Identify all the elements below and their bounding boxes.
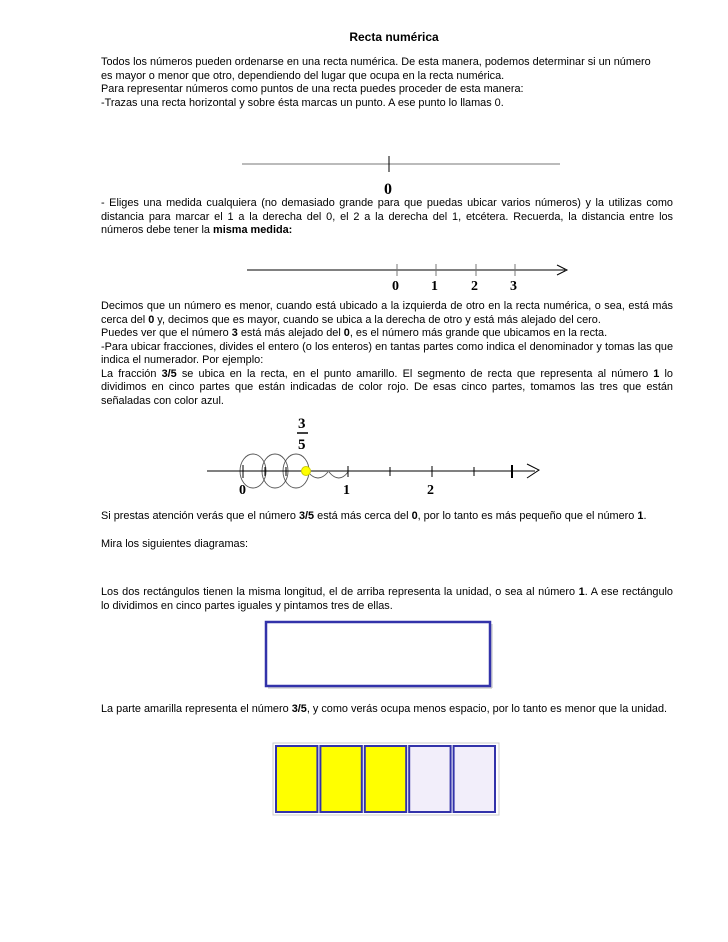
yellow-text-b: 3/5 bbox=[291, 703, 307, 715]
fraction-numerator: 3 bbox=[298, 416, 306, 432]
label-1: 1 bbox=[431, 279, 438, 294]
fraction-bar-parts bbox=[276, 746, 495, 812]
yellow-paragraph bbox=[101, 703, 673, 717]
step2-paragraph bbox=[101, 197, 673, 238]
page-title: Recta numérica bbox=[349, 30, 439, 44]
intro-line-4: -Trazas una recta horizontal y sobre ésta marcas un punto. A ese punto lo llamas 0. bbox=[101, 96, 504, 109]
intro-line-2: es mayor o menor que otro, dependiendo del lugar que ocupa en la recta numérica. bbox=[101, 69, 505, 82]
rects-text-b: 1 bbox=[578, 586, 585, 598]
label-2: 2 bbox=[427, 483, 434, 498]
fraction-bar-figure bbox=[272, 742, 502, 817]
filled-part bbox=[276, 746, 317, 812]
yellow-text-c: , y como verás ocupa menos espacio, por lo tanto es menor que la unidad. bbox=[306, 703, 668, 715]
yellow-point bbox=[302, 467, 311, 476]
label-1: 1 bbox=[343, 483, 350, 498]
diagrams-intro: Mira los siguientes diagramas: bbox=[101, 538, 249, 550]
explain-p2-b: 3 bbox=[231, 327, 238, 339]
filled-part bbox=[365, 746, 406, 812]
explain-p1-b: 0 bbox=[148, 313, 155, 326]
unit-rectangle bbox=[266, 622, 490, 686]
explain-p2 bbox=[101, 327, 673, 341]
zero-label: 0 bbox=[384, 181, 392, 198]
explain-p4-a: La fracción bbox=[101, 367, 162, 380]
loop-5 bbox=[329, 472, 348, 478]
unit-rectangle-figure bbox=[264, 620, 494, 690]
label-3: 3 bbox=[510, 279, 517, 294]
explain-paragraph bbox=[101, 300, 673, 408]
compare-d: 0 bbox=[411, 510, 418, 522]
compare-b: 3/5 bbox=[298, 510, 315, 522]
explain-p2-c: está más alejado del bbox=[237, 327, 344, 339]
yellow-text-a: La parte amarilla representa el número bbox=[101, 703, 292, 715]
number-line-zero-figure bbox=[240, 150, 570, 200]
intro-paragraph bbox=[101, 56, 673, 110]
loop-4 bbox=[308, 472, 328, 478]
compare-c: está más cerca del bbox=[314, 510, 412, 522]
explain-p4-d: 1 bbox=[653, 367, 660, 380]
intro-line-1: Todos los números pueden ordenarse en una recta numérica. De esta manera, podemos determinar si un número bbox=[101, 56, 651, 68]
explain-p2-a: Puedes ver que el número bbox=[101, 327, 232, 339]
compare-g: . bbox=[643, 510, 647, 522]
number-line-0-3-figure bbox=[245, 258, 575, 298]
label-2: 2 bbox=[471, 279, 478, 294]
label-0: 0 bbox=[392, 279, 399, 294]
compare-a: Si prestas atención verás que el número bbox=[101, 510, 299, 522]
step2-bold: misma medida: bbox=[213, 224, 293, 236]
fraction-number-line-figure bbox=[205, 412, 555, 502]
fraction-denominator: 5 bbox=[298, 437, 306, 453]
compare-f: 1 bbox=[637, 510, 644, 522]
explain-p4-b: 3/5 bbox=[161, 367, 177, 380]
explain-p4-c: se ubica en la recta, en el punto amarillo. El segmento de recta que representa al número bbox=[176, 367, 654, 380]
explain-p4 bbox=[101, 368, 673, 409]
compare-paragraph bbox=[101, 510, 673, 524]
explain-p1-c: y, decimos que es mayor, cuando se ubica a la derecha de otro y está más alejado del cero. bbox=[154, 313, 601, 326]
step2-text: - Eliges una medida cualquiera (no demasiado grande para que puedas ubicar varios números) y la utilizas como distancia para marcar el 1 a la derecha del 0, el 2 a la derecha del 1, etcétera. Recuerda, la distancia entre los números debe tener la bbox=[101, 197, 673, 236]
explain-p2-e: , es el número más grande que ubicamos en la recta. bbox=[349, 327, 608, 339]
explain-p1 bbox=[101, 300, 673, 327]
label-0: 0 bbox=[239, 483, 246, 498]
explain-p2-d: 0 bbox=[343, 327, 350, 339]
filled-part bbox=[320, 746, 361, 812]
explain-p3: -Para ubicar fracciones, divides el entero (o los enteros) en tantas partes como indica el denominador y tomas las que indica el numerador. Por ejemplo: bbox=[101, 340, 673, 366]
empty-part bbox=[409, 746, 450, 812]
compare-e: , por lo tanto es más pequeño que el número bbox=[417, 510, 638, 522]
empty-part bbox=[454, 746, 495, 812]
intro-line-3: Para representar números como puntos de una recta puedes proceder de esta manera: bbox=[101, 83, 524, 95]
rects-paragraph bbox=[101, 586, 673, 613]
explain-p4-e: lo dividimos en cinco partes que están indicadas de color rojo. De esas cinco partes, tomamos las tres que están señaladas con color azul. bbox=[101, 367, 673, 407]
rects-text-a: Los dos rectángulos tienen la misma longitud, el de arriba representa la unidad, o sea al número bbox=[101, 586, 579, 598]
rects-text-c: . A ese rectángulo lo dividimos en cinco partes iguales y pintamos tres de ellas. bbox=[101, 586, 673, 612]
explain-p1-a: Decimos que un número es menor, cuando está ubicado a la izquierda de otro en la recta numérica, o sea, está más cerca del bbox=[101, 300, 673, 326]
